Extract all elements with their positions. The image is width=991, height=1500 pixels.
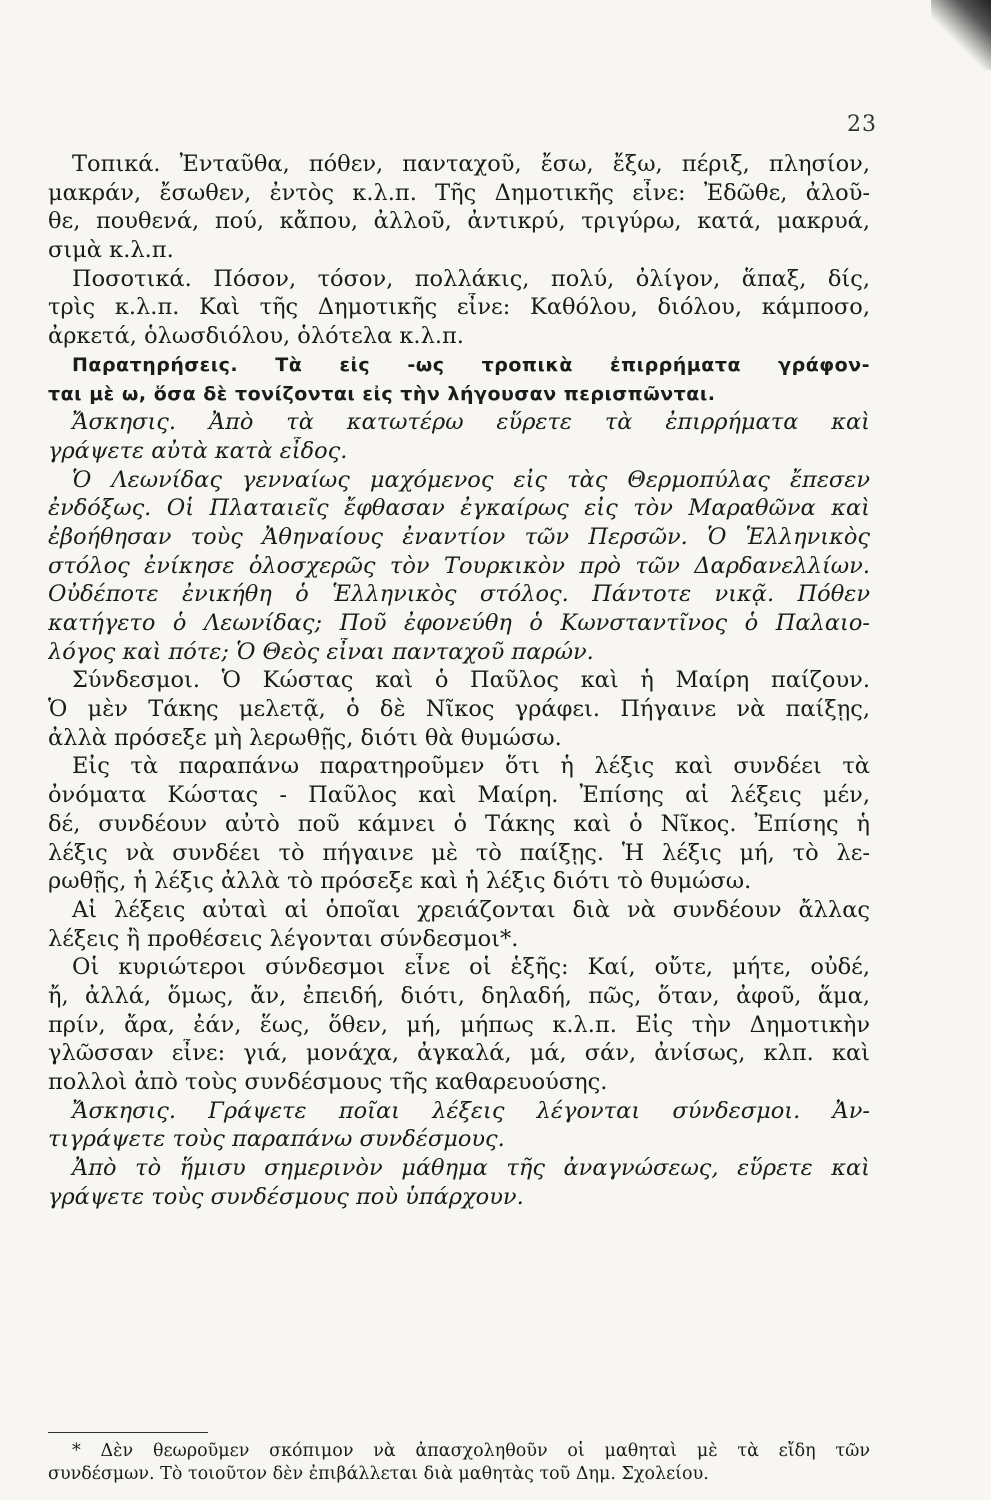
text-line: λέξεις ἢ προθέσεις λέγονται σύνδεσμοι*. [48, 925, 519, 952]
text-line: δέ, συνδέουν αὐτὸ ποῦ κάμνει ὁ Τάκης καὶ ὁ Νῖκος. Ἐπίσης ἡ [48, 810, 870, 837]
footnote-line: * Δὲν θεωροῦμεν σκόπιμον νὰ ἀπασχοληθοῦν οἱ μαθηταὶ μὲ τὰ εἴδη τῶν [72, 1441, 870, 1461]
text-line: Παρατηρήσεις. Τὰ εἰς -ως τροπικὰ ἐπιρρήματα γράφον- [72, 353, 870, 376]
text-line: Τοπικά. Ἐνταῦθα, πόθεν, πανταχοῦ, ἔσω, ἔξω, πέριξ, πλησίον, [72, 151, 870, 177]
text-line: ρωθῇς, ἡ λέξις ἀλλὰ τὸ πρόσεξε καὶ ἡ λέξις διότι τὸ θυμώσω. [48, 868, 752, 895]
text-line: ἀρκετά, ὁλωσδιόλου, ὁλότελα κ.λ.π. [48, 323, 464, 350]
text-line: λέξις νὰ συνδέει τὸ πήγαινε μὲ τὸ παίξῃς. Ἡ λέξις μή, τὸ λε- [48, 839, 870, 866]
text-line: Ἄσκησις. Γράψετε ποῖαι λέξεις λέγονται σύνδεσμοι. Ἀν- [72, 1097, 870, 1124]
text-line: τρὶς κ.λ.π. Καὶ τῆς Δημοτικῆς εἶνε: Καθόλου, διόλου, κάμποσο, [48, 294, 870, 321]
text-line: σιμὰ κ.λ.π. [48, 237, 174, 264]
text-line: γλῶσσαν εἶνε: γιά, μονάχα, ἀγκαλά, μά, σάν, ἀνίσως, κλπ. καὶ [48, 1040, 870, 1067]
text-line: Ὁ μὲν Τάκης μελετᾷ, ὁ δὲ Νῖκος γράφει. Πήγαινε νὰ παίξῃς, [48, 696, 870, 723]
page-number: 23 [847, 112, 877, 137]
text-line: λόγος καὶ πότε; Ὁ Θεὸς εἶναι πανταχοῦ παρών. [48, 638, 594, 665]
main-text [48, 150, 870, 1211]
text-line: μακράν, ἔσωθεν, ἐντὸς κ.λ.π. Τῆς Δημοτικῆς εἶνε: Ἐδῶθε, ἀλοῦ- [48, 179, 870, 206]
text-line: πολλοὶ ἀπὸ τοὺς συνδέσμους τῆς καθαρευούσης. [48, 1069, 608, 1095]
text-line: ἐβοήθησαν τοὺς Ἀθηναίους ἐναντίον τῶν Περσῶν. Ὁ Ἑλληνικὸς [48, 523, 870, 550]
text-line: ἤ, ἀλλά, ὅμως, ἄν, ἐπειδή, διότι, δηλαδή, πῶς, ὅταν, ἀφοῦ, ἅμα, [48, 982, 870, 1009]
text-line: ὀνόματα Κώστας - Παῦλος καὶ Μαίρη. Ἐπίσης αἱ λέξεις μέν, [48, 782, 870, 809]
text-line: ἀλλὰ πρόσεξε μὴ λερωθῇς, διότι θὰ θυμώσω. [48, 724, 562, 751]
text-line: Αἱ λέξεις αὐταὶ αἱ ὁποῖαι χρειάζονται διὰ νὰ συνδέουν ἄλλας [72, 896, 870, 923]
text-line: Εἰς τὰ παραπάνω παρατηροῦμεν ὅτι ἡ λέξις καὶ συνδέει τὰ [72, 753, 870, 780]
text-line: θε, πουθενά, πού, κἄπου, ἀλλοῦ, ἀντικρύ, τριγύρω, κατά, μακρυά, [48, 208, 870, 235]
text-line: γράψετε αὐτὰ κατὰ εἶδος. [48, 437, 348, 464]
text-line: πρίν, ἄρα, ἐάν, ἕως, ὅθεν, μή, μήπως κ.λ.π. Εἰς τὴν Δημοτικὴν [48, 1011, 870, 1038]
text-line: ἐνδόξως. Οἱ Πλαταιεῖς ἔφθασαν ἐγκαίρως εἰς τὸν Μαραθῶνα καὶ [48, 495, 870, 522]
text-line: στόλος ἐνίκησε ὁλοσχερῶς τὸν Τουρκικὸν πρὸ τῶν Δαρδανελλίων. [48, 552, 870, 579]
text-line: Σύνδεσμοι. Ὁ Κώστας καὶ ὁ Παῦλος καὶ ἡ Μαίρη παίζουν. [72, 667, 870, 694]
text-line: Οἱ κυριώτεροι σύνδεσμοι εἶνε οἱ ἑξῆς: Καί, οὔτε, μήτε, οὐδέ, [72, 954, 870, 981]
text-line: Ὁ Λεωνίδας γενναίως μαχόμενος εἰς τὰς Θερμοπύλας ἔπεσεν [72, 466, 870, 493]
text-line: κατήγετο ὁ Λεωνίδας; Ποῦ ἐφονεύθη ὁ Κωνσταντῖνος ὁ Παλαιο- [48, 610, 870, 636]
text-line: Οὐδέποτε ἐνικήθη ὁ Ἑλληνικὸς στόλος. Πάντοτε νικᾷ. Πόθεν [48, 581, 870, 608]
text-line: Ποσοτικά. Πόσον, τόσον, πολλάκις, πολύ, ὀλίγον, ἅπαξ, δίς, [72, 265, 870, 292]
text-line: Ἀπὸ τὸ ἥμισυ σημερινὸν μάθημα τῆς ἀναγνώσεως, εὕρετε καὶ [72, 1155, 870, 1182]
footnote-divider [48, 1432, 208, 1433]
footnote-line: συνδέσμων. Τὸ τοιοῦτον δὲν ἐπιβάλλεται διὰ μαθητὰς τοῦ Δημ. Σχολείου. [48, 1464, 709, 1484]
footnote [48, 1440, 870, 1486]
text-line: Ἄσκησις. Ἀπὸ τὰ κατωτέρω εὕρετε τὰ ἐπιρρήματα καὶ [72, 409, 870, 436]
page-corner-shadow [931, 0, 991, 70]
text-line: ται μὲ ω, ὅσα δὲ τονίζονται εἰς τὴν λήγουσαν περισπῶνται. [48, 382, 716, 405]
text-line: τιγράψετε τοὺς παραπάνω συνδέσμους. [48, 1126, 505, 1153]
text-line: γράψετε τοὺς συνδέσμους ποὺ ὑπάρχουν. [48, 1183, 524, 1210]
